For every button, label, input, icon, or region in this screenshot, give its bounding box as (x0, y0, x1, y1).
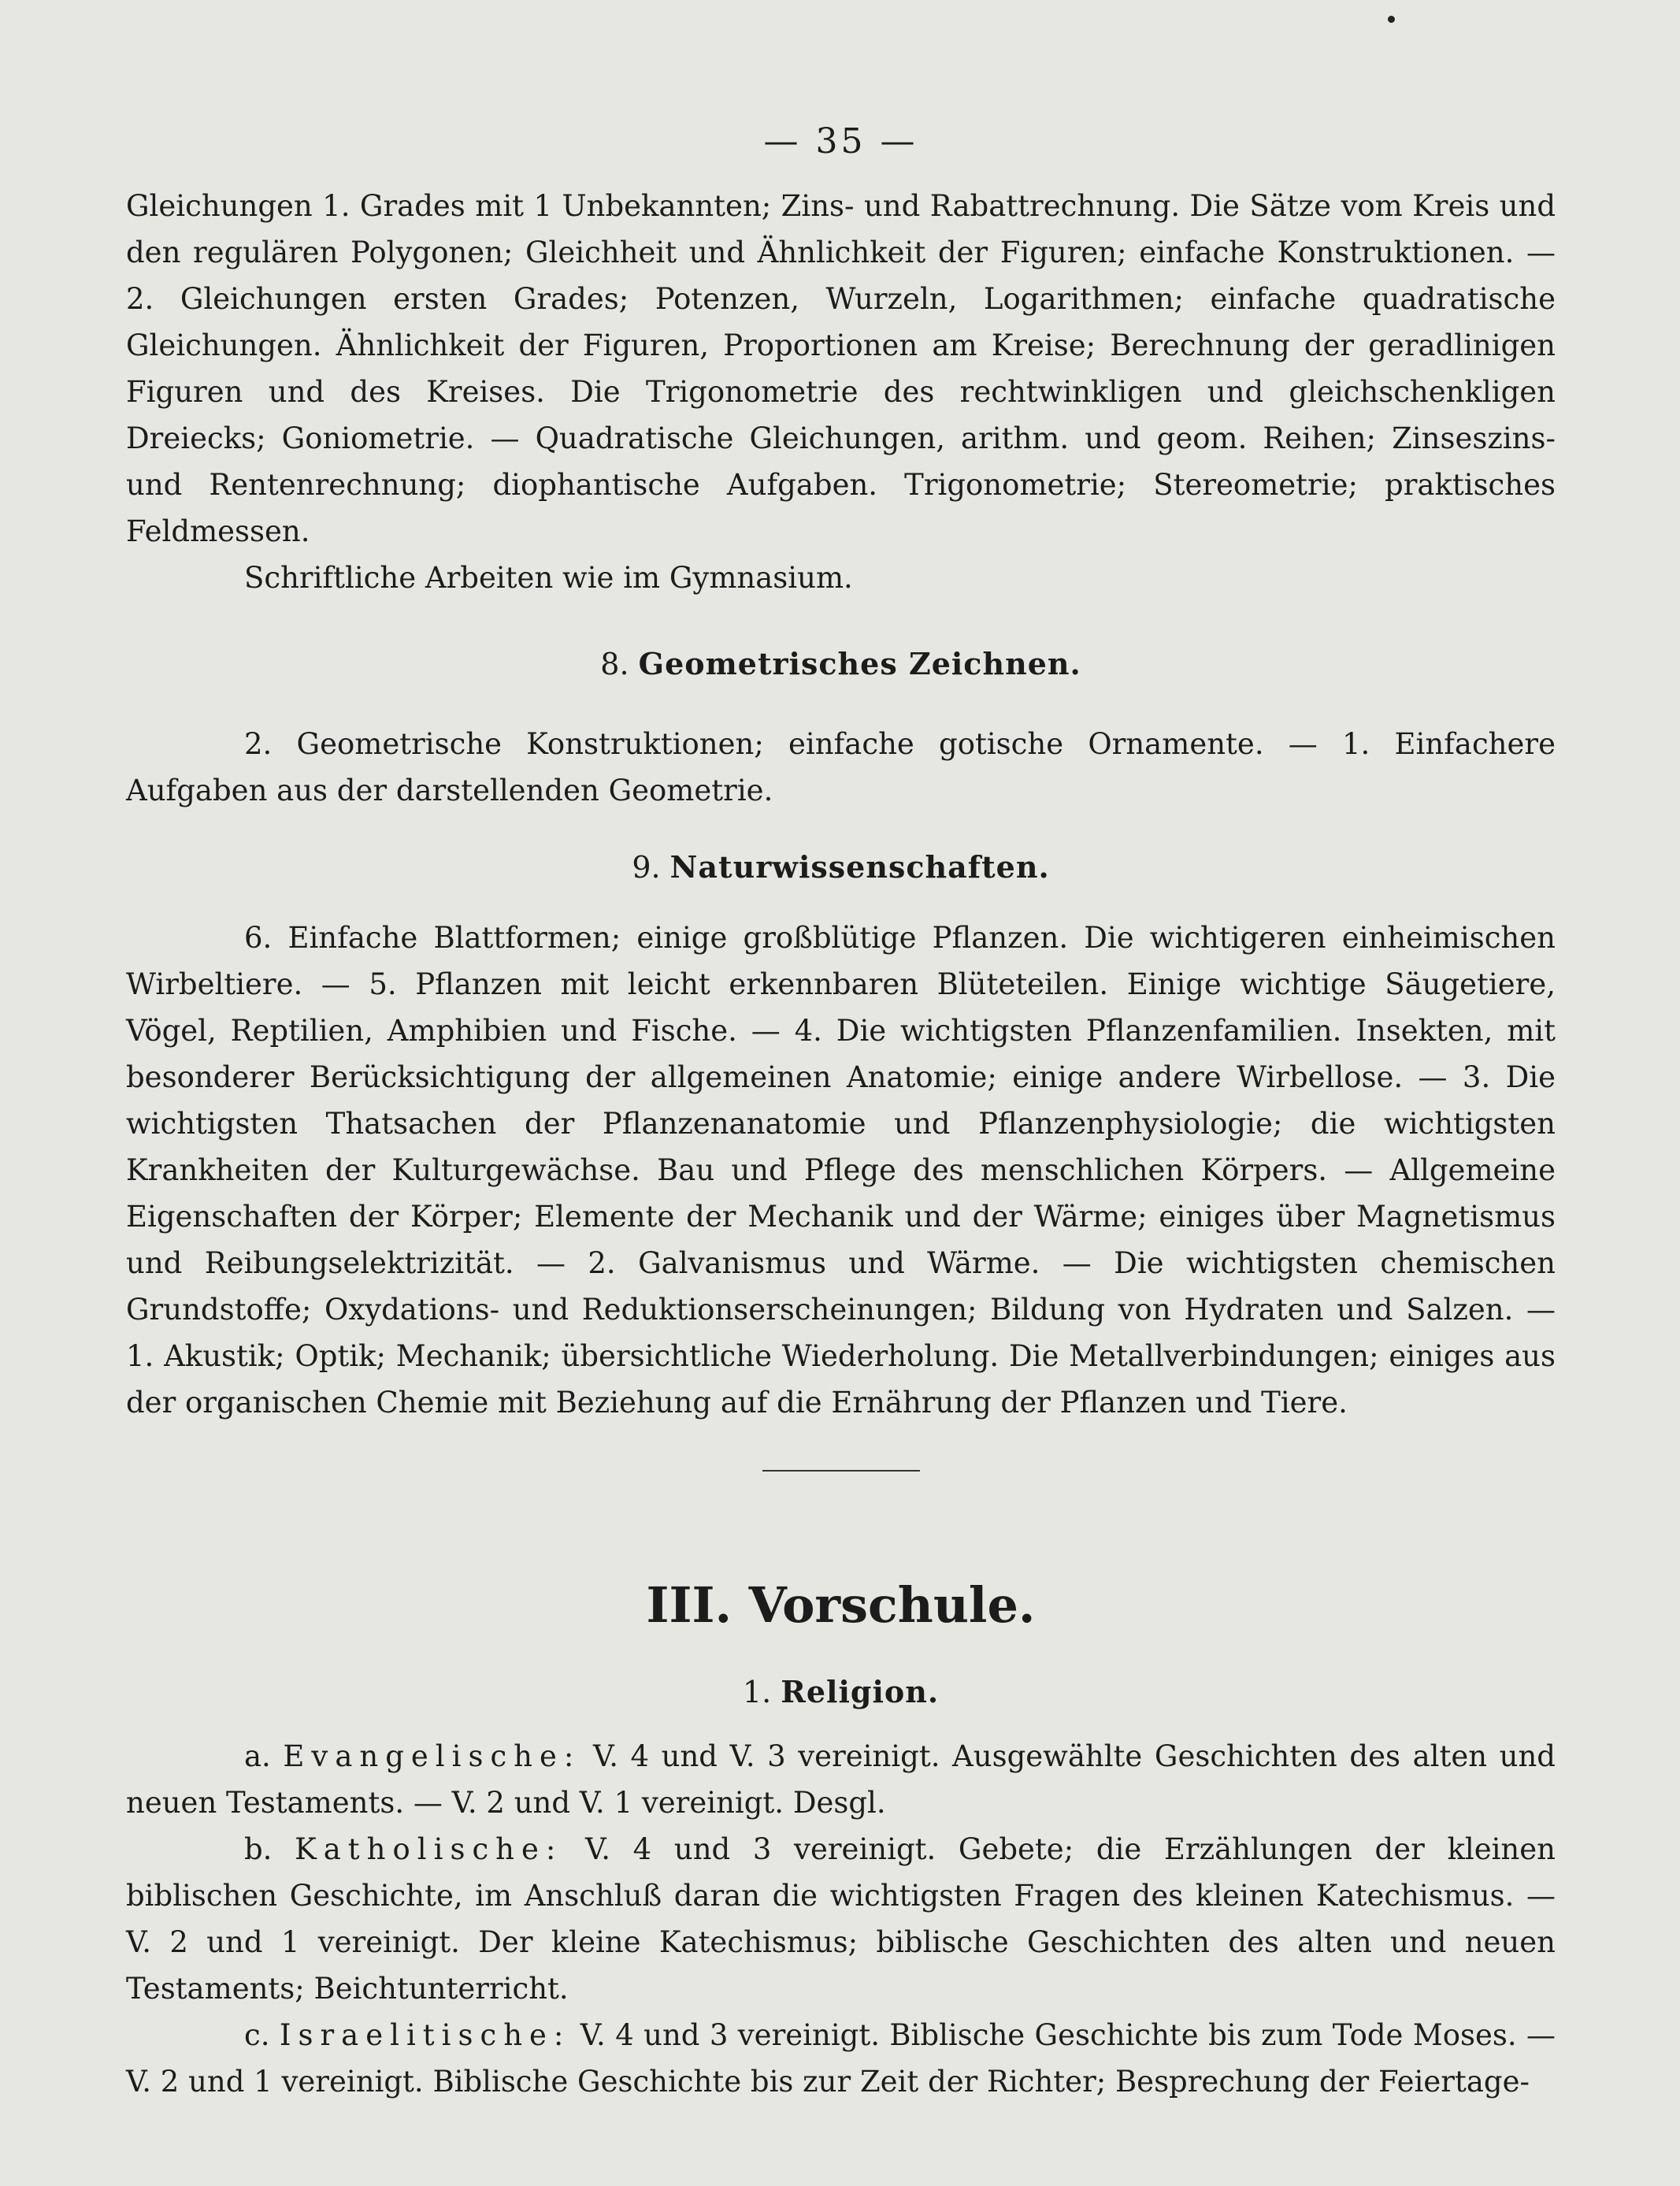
religion-heading (126, 1668, 1556, 1716)
geometry-heading (126, 640, 1556, 688)
entry-prefix: b. (244, 1832, 273, 1866)
entry-text: V. 4 und V. 3 vereinigt. Ausgewählte Geschichten des alten und neuen Testaments. — V. 2 und V. 1 vereinigt. Desgl. (126, 1739, 1556, 1820)
math-written-note: Schriftliche Arbeiten wie im Gymnasium. (244, 561, 853, 595)
entry-label: Katholische: (295, 1832, 563, 1866)
page-number: — 35 — (763, 121, 918, 161)
geometry-text: 2. Geometrische Konstruktionen; einfache gotische Ornamente. — 1. Einfachere Aufgaben aus der darstellenden Geometrie. (126, 727, 1556, 807)
section-divider (762, 1470, 920, 1472)
entry-prefix: a. (244, 1739, 271, 1773)
religion-number: 1. (742, 1675, 772, 1709)
entry-label: Israelitische: (279, 2018, 571, 2052)
entry-label: Evangelische: (283, 1739, 581, 1773)
religion-entry-evangelical (126, 1733, 1556, 1826)
entry-text: V. 4 und 3 vereinigt. Gebete; die Erzählungen der kleinen biblischen Geschichte, im Anschluß daran die wichtigsten Fragen des kleinen Katechismus. — V. 2 und 1 vereinigt. Der kleine Katechismus; biblische Geschichten des alten und neuen Testaments; Beichtunterricht. (126, 1832, 1556, 2006)
religion-entry-israelite (126, 2012, 1556, 2105)
document-page (126, 118, 1556, 2105)
entry-text: V. 4 und 3 vereinigt. Biblische Geschichte bis zum Tode Moses. — V. 2 und 1 vereinigt. Biblische Geschichte bis zur Zeit der Richter; Besprechung der Feiertage- (126, 2018, 1556, 2099)
print-speck (1388, 16, 1395, 23)
natural-sciences-title: Naturwissenschaften. (669, 849, 1050, 885)
entry-prefix: c. (244, 2018, 270, 2052)
math-paragraph: Gleichungen 1. Grades mit 1 Unbekannten; Zins- und Rabattrechnung. Die Sätze vom Kreis und den regulären Polygonen; Gleichheit und Ähnlichkeit der Figuren; einfache Konstruktionen. — 2. Gleichungen ersten Grades; Potenzen, Wurzeln, Logarithmen; einfache quadratische Gleichungen. Ähnlichkeit der Figuren, Proportionen am Kreise; Berechnung der geradlinigen Figuren und des Kreises. Die Trigonometrie des rechtwinkligen und gleichschenkligen Dreiecks; Goniometrie. — Quadratische Gleichungen, arithm. und geom. Reihen; Zinseszins- und Rentenrechnung; diophantische Aufgaben. Trigonometrie; Stereometrie; praktisches Feldmessen. (126, 189, 1556, 548)
section-title: III. Vorschule. (646, 1576, 1036, 1634)
natural-sciences-text: 6. Einfache Blattformen; einige großblütige Pflanzen. Die wichtigeren einheimischen Wirbeltiere. — 5. Pflanzen mit leicht erkennbaren Blüteteilen. Einige wichtige Säugetiere, Vögel, Reptilien, Amphibien und Fische. — 4. Die wichtigsten Pflanzenfamilien. Insekten, mit besonderer Berücksichtigung der allgemeinen Anatomie; einige andere Wirbellose. — 3. Die wichtigsten Thatsachen der Pflanzenanatomie und Pflanzenphysiologie; die wichtigsten Krankheiten der Kulturgewächse. Bau und Pflege des menschlichen Körpers. — Allgemeine Eigenschaften der Körper; Elemente der Mechanik und der Wärme; einiges über Magnetismus und Reibungselektrizität. — 2. Galvanismus und Wärme. — Die wichtigsten chemischen Grundstoffe; Oxydations- und Reduktionserscheinungen; Bildung von Hydraten und Salzen. — 1. Akustik; Optik; Mechanik; übersichtliche Wiederholung. Die Metallverbindungen; einiges aus der organischen Chemie mit Beziehung auf die Ernährung der Pflanzen und Tiere. (126, 921, 1556, 1420)
religion-title: Religion. (781, 1674, 940, 1709)
geometry-number: 8. (600, 647, 629, 681)
natural-sciences-heading (126, 844, 1556, 891)
natural-sciences-number: 9. (632, 850, 661, 885)
religion-entry-catholic (126, 1826, 1556, 2012)
geometry-title: Geometrisches Zeichnen. (638, 646, 1081, 681)
